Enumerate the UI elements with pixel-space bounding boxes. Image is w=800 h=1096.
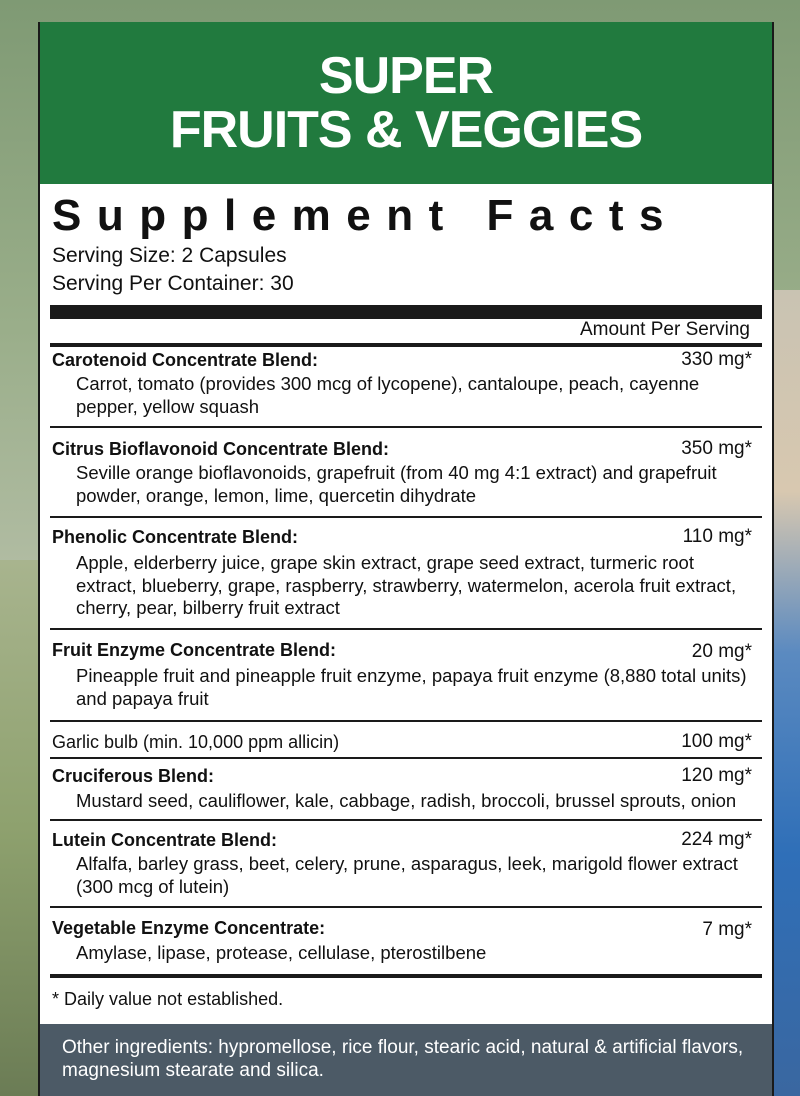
ingredient-name: Phenolic Concentrate Blend: xyxy=(52,527,299,547)
ingredient-amount: 20 mg* xyxy=(691,641,752,662)
servings-per-container: Serving Per Container: 30 xyxy=(52,272,294,295)
ingredient-name: Lutein Concentrate Blend: xyxy=(52,830,278,850)
supplement-facts-title: Supplement Facts xyxy=(52,191,679,240)
row-divider xyxy=(50,628,762,630)
ingredient-description: Alfalfa, barley grass, beet, celery, prune, asparagus, leek, marigold flower extract (300 mcg of lutein) xyxy=(76,853,738,897)
supplement-label xyxy=(38,22,774,1096)
row-divider xyxy=(50,516,762,518)
ingredient-amount: 100 mg* xyxy=(681,731,752,752)
ingredient-amount: 110 mg* xyxy=(682,526,752,547)
ingredient-amount: 350 mg* xyxy=(681,438,752,459)
header-divider xyxy=(50,305,762,319)
ingredient-amount: 330 mg* xyxy=(681,349,752,370)
ingredient-description: Amylase, lipase, protease, cellulase, pterostilbene xyxy=(76,942,487,963)
ingredient-name: Citrus Bioflavonoid Concentrate Blend: xyxy=(52,439,390,459)
row-divider xyxy=(50,720,762,722)
banner-line-1: SUPER xyxy=(318,47,494,105)
table-bottom-divider xyxy=(50,974,762,978)
row-divider xyxy=(50,906,762,908)
other-ingredients: Other ingredients: hypromellose, rice flour, stearic acid, natural & artificial flavors, magnesium stearate and silica. xyxy=(40,1024,772,1096)
ingredient-description: Mustard seed, cauliflower, kale, cabbage, radish, broccoli, brussel sprouts, onion xyxy=(76,790,737,811)
ingredient-name: Carotenoid Concentrate Blend: xyxy=(52,350,319,370)
ingredient-description: Pineapple fruit and pineapple fruit enzyme, papaya fruit enzyme (8,880 total units) and papaya fruit xyxy=(76,665,747,709)
ingredient-description: Seville orange bioflavonoids, grapefruit (from 40 mg 4:1 extract) and grapefruit powder, orange, lemon, lime, quercetin dihydrate xyxy=(76,462,717,506)
row-divider xyxy=(50,819,762,821)
ingredient-amount: 120 mg* xyxy=(681,765,752,786)
ingredient-name: Garlic bulb (min. 10,000 ppm allicin) xyxy=(52,732,340,752)
ingredient-amount: 7 mg* xyxy=(702,919,752,940)
banner-line-2: FRUITS & VEGGIES xyxy=(169,101,643,159)
ingredient-description: Carrot, tomato (provides 300 mcg of lycopene), cantaloupe, peach, cayenne pepper, yellow squash xyxy=(76,373,700,417)
ingredient-description: Apple, elderberry juice, grape skin extract, grape seed extract, turmeric root extract, blueberry, grape, raspberry, strawberry, watermelon, acerola fruit extract, cherry, pear, bilberry fruit extract xyxy=(76,552,737,618)
ingredient-name: Cruciferous Blend: xyxy=(52,766,215,786)
row-divider xyxy=(50,426,762,428)
row-divider xyxy=(50,757,762,759)
ingredient-amount: 224 mg* xyxy=(681,829,752,850)
daily-value-footnote: * Daily value not established. xyxy=(52,989,284,1009)
ingredient-name: Fruit Enzyme Concentrate Blend: xyxy=(52,640,337,660)
serving-size: Serving Size: 2 Capsules xyxy=(52,244,287,267)
ingredient-name: Vegetable Enzyme Concentrate: xyxy=(52,918,326,938)
amount-per-serving-header: Amount Per Serving xyxy=(579,319,750,340)
column-header-divider xyxy=(50,343,762,347)
product-banner xyxy=(40,22,772,184)
